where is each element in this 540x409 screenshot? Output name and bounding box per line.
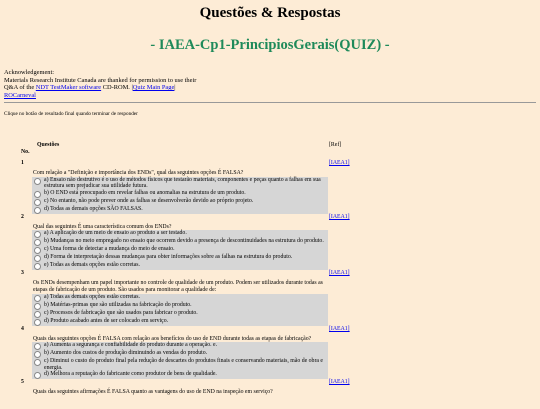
question-ref-cell: [328, 270, 360, 293]
reference-link[interactable]: [IAEA1]: [329, 379, 350, 386]
option-cell[interactable]: [32, 371, 328, 379]
question-ref-cell: [328, 379, 360, 396]
option-spacer: [20, 371, 32, 379]
option-spacer: [20, 302, 32, 310]
option-cell[interactable]: [32, 198, 328, 206]
page-title: Questões & Respostas: [199, 5, 341, 21]
ack-text-mid: CD-ROM. |: [101, 84, 133, 92]
radio-button[interactable]: [34, 178, 41, 185]
option-label: c) Diminui o custo do produto final pela redução de descartes do produtos finais e conservando materiais, mão de obra e energia.: [44, 358, 323, 371]
option-ref-spacer: [328, 371, 360, 379]
question-ref-cell: [328, 214, 360, 231]
header-questions-cell: [20, 142, 328, 160]
option-spacer: [20, 350, 32, 358]
question-row: [20, 214, 360, 231]
header-no: No.: [21, 148, 30, 155]
answer-option[interactable]: [20, 342, 360, 350]
option-label: d) Todas as demais opções SÃO FALSAS.: [44, 205, 143, 212]
radio-button[interactable]: [34, 319, 41, 326]
option-ref-spacer: [328, 190, 360, 198]
header-ref: [Ref]: [329, 142, 342, 148]
option-label: b) O END está preocupado em revelar falhas ou anomalias na estrutura de um produto.: [44, 189, 246, 196]
option-ref-spacer: [328, 198, 360, 206]
quiz-main-page-link[interactable]: Quiz Main Page: [132, 84, 175, 92]
header-questions: Questões: [37, 142, 60, 148]
ack-links-line: [4, 84, 304, 92]
radio-button[interactable]: [34, 191, 41, 198]
radio-button[interactable]: [34, 343, 41, 350]
answer-option[interactable]: [20, 177, 360, 190]
reference-link[interactable]: [IAEA1]: [329, 160, 350, 166]
ack-heading: Acknowledgement:: [4, 69, 55, 76]
radio-button[interactable]: [34, 303, 41, 310]
option-label: c) Uma forma de detectar a mudança do meio de ensaio.: [44, 246, 175, 253]
option-cell[interactable]: [32, 302, 328, 310]
answer-option[interactable]: [20, 318, 360, 326]
radio-button[interactable]: [34, 372, 41, 379]
option-ref-spacer: [328, 350, 360, 358]
option-label: d) Forma de interpretação dessas mudanças para obter informações sobre as falhas na estrutura do produto.: [44, 254, 293, 261]
ack-text-pre: Q&A of the: [4, 84, 36, 92]
answer-option[interactable]: [20, 294, 360, 302]
question-ref-cell: [328, 160, 360, 177]
option-spacer: [20, 190, 32, 198]
option-ref-spacer: [328, 342, 360, 350]
reference-link[interactable]: [IAEA1]: [329, 325, 350, 332]
option-spacer: [20, 262, 32, 270]
quiz-table: [20, 142, 360, 396]
option-ref-spacer: [328, 246, 360, 254]
option-label: a) Aumenta a segurança e confiabilidade do produto durante a operação. e.: [44, 342, 218, 349]
option-cell[interactable]: [32, 342, 328, 350]
radio-button[interactable]: [34, 311, 41, 318]
option-label: a) A aplicação de um meio de ensaio ao produto a ser testado.: [44, 230, 187, 237]
option-ref-spacer: [328, 262, 360, 270]
option-cell[interactable]: [32, 318, 328, 326]
option-ref-spacer: [328, 294, 360, 302]
option-ref-spacer: [328, 177, 360, 190]
option-label: a) Ensaio não destrutivo é o uso de métodos físicos que testarão materiais, componentes e peças quanto a falhas em sua estrutura sem prejudicar sua utilidade futura.: [44, 176, 321, 190]
answer-option[interactable]: [20, 302, 360, 310]
answer-option[interactable]: [20, 206, 360, 214]
quiz-subtitle: - IAEA-Cp1-PrincipiosGerais(QUIZ) -: [150, 37, 390, 53]
acknowledgement: [4, 69, 304, 99]
option-spacer: [20, 294, 32, 302]
table-header: [20, 142, 360, 160]
question-text: Quais das seguintes opções É FALSA com relação aos benefícios do uso de END durante todas as etapas de fabricação?: [33, 335, 312, 342]
question-row: [20, 270, 360, 293]
answer-option[interactable]: [20, 350, 360, 358]
question-row: [20, 326, 360, 343]
option-label: b) Matérias-primas que são utilizadas na fabricação do produto.: [44, 301, 192, 308]
testmaker-link[interactable]: NDT TestMaker software: [35, 84, 102, 92]
option-label: e) Todas as demais opções estão corretas.: [44, 262, 140, 269]
answer-option[interactable]: [20, 190, 360, 198]
option-cell[interactable]: [32, 177, 328, 190]
answer-option[interactable]: [20, 358, 360, 371]
divider: [4, 102, 536, 103]
option-cell[interactable]: [32, 358, 328, 371]
option-ref-spacer: [328, 318, 360, 326]
radio-button[interactable]: [34, 295, 41, 302]
option-ref-spacer: [328, 254, 360, 262]
option-spacer: [20, 246, 32, 254]
question-number: 1: [21, 160, 24, 166]
question-ref-cell: [328, 326, 360, 343]
radio-button[interactable]: [34, 351, 41, 358]
option-spacer: [20, 342, 32, 350]
option-ref-spacer: [328, 238, 360, 246]
option-spacer: [20, 198, 32, 206]
question-row: [20, 379, 360, 396]
answer-option[interactable]: [20, 198, 360, 206]
option-label: c) No entanto, não pode prever onde as falhas se desenvolverão devido ao próprio projeto.: [44, 197, 254, 204]
radio-button[interactable]: [34, 263, 41, 270]
option-label: c) Processos de fabricação que são usados para fabricar o produto.: [44, 309, 198, 316]
radio-button[interactable]: [34, 231, 41, 238]
radio-button[interactable]: [34, 199, 41, 206]
option-cell[interactable]: [32, 310, 328, 318]
option-spacer: [20, 238, 32, 246]
ack-text-end: |: [174, 84, 176, 92]
option-ref-spacer: [328, 302, 360, 310]
question-number: 5: [21, 379, 24, 386]
answer-option[interactable]: [20, 262, 360, 270]
option-spacer: [20, 230, 32, 238]
option-ref-spacer: [328, 230, 360, 238]
question-text: Com relação a "Definição e importância dos ENDs", qual das seguintes opções É FALSA?: [33, 170, 244, 176]
option-cell[interactable]: [32, 350, 328, 358]
option-label: b) Mudanças no meio empregado no ensaio que ocorrem devido a presença de descontinuidades na estrutura do produto.: [44, 238, 324, 245]
question-number: 2: [21, 213, 24, 220]
option-cell[interactable]: [32, 206, 328, 214]
question-number: 4: [21, 325, 24, 332]
option-label: d) Produto acabado antes de ser colocado em serviço.: [44, 317, 169, 324]
radio-button[interactable]: [34, 207, 41, 214]
answer-option[interactable]: [20, 371, 360, 379]
ack-text: Materials Research Institute Canada are thanked for permission to use their: [4, 76, 197, 84]
instruction-text: Clique no botão de resultado final quando terminar de responder: [4, 111, 138, 118]
radio-button[interactable]: [34, 239, 41, 246]
option-ref-spacer: [328, 206, 360, 214]
option-cell[interactable]: [32, 190, 328, 198]
radio-button[interactable]: [34, 247, 41, 254]
option-spacer: [20, 177, 32, 190]
question-row: [20, 160, 360, 177]
option-spacer: [20, 310, 32, 318]
radio-button[interactable]: [34, 359, 41, 366]
radio-button[interactable]: [34, 255, 41, 262]
option-cell[interactable]: [32, 294, 328, 302]
option-ref-spacer: [328, 310, 360, 318]
reference-link[interactable]: [IAEA1]: [329, 270, 350, 277]
option-cell[interactable]: [32, 262, 328, 270]
rocarneval-link[interactable]: ROCarneval: [4, 91, 36, 99]
question-text: Quais das seguintes afirmações É FALSA quanto as vantagens do uso de END na inspeção em serviço?: [33, 389, 273, 396]
option-spacer: [20, 358, 32, 371]
option-label: b) Aumento dos custos de produção diminuindo as vendas do produto.: [44, 350, 208, 357]
question-number: 3: [21, 270, 24, 277]
option-label: a) Todas as demais opções estão corretas.: [44, 293, 140, 300]
answer-option[interactable]: [20, 310, 360, 318]
option-spacer: [20, 206, 32, 214]
reference-link[interactable]: [IAEA1]: [329, 213, 350, 220]
option-spacer: [20, 318, 32, 326]
option-ref-spacer: [328, 358, 360, 371]
option-label: d) Melhora a reputação do fabricante como produtor de bens de qualidade.: [44, 371, 217, 378]
question-text: Os ENDs desempenham um papel importante no controle de qualidade de um produto. Podem ser utilizados durante todas as etapas de fabricação de um produto. São usados para monitorar a qualidade de:: [33, 280, 323, 293]
option-spacer: [20, 254, 32, 262]
question-text: Qual das seguintes É uma característica comum dos ENDs?: [33, 223, 172, 230]
